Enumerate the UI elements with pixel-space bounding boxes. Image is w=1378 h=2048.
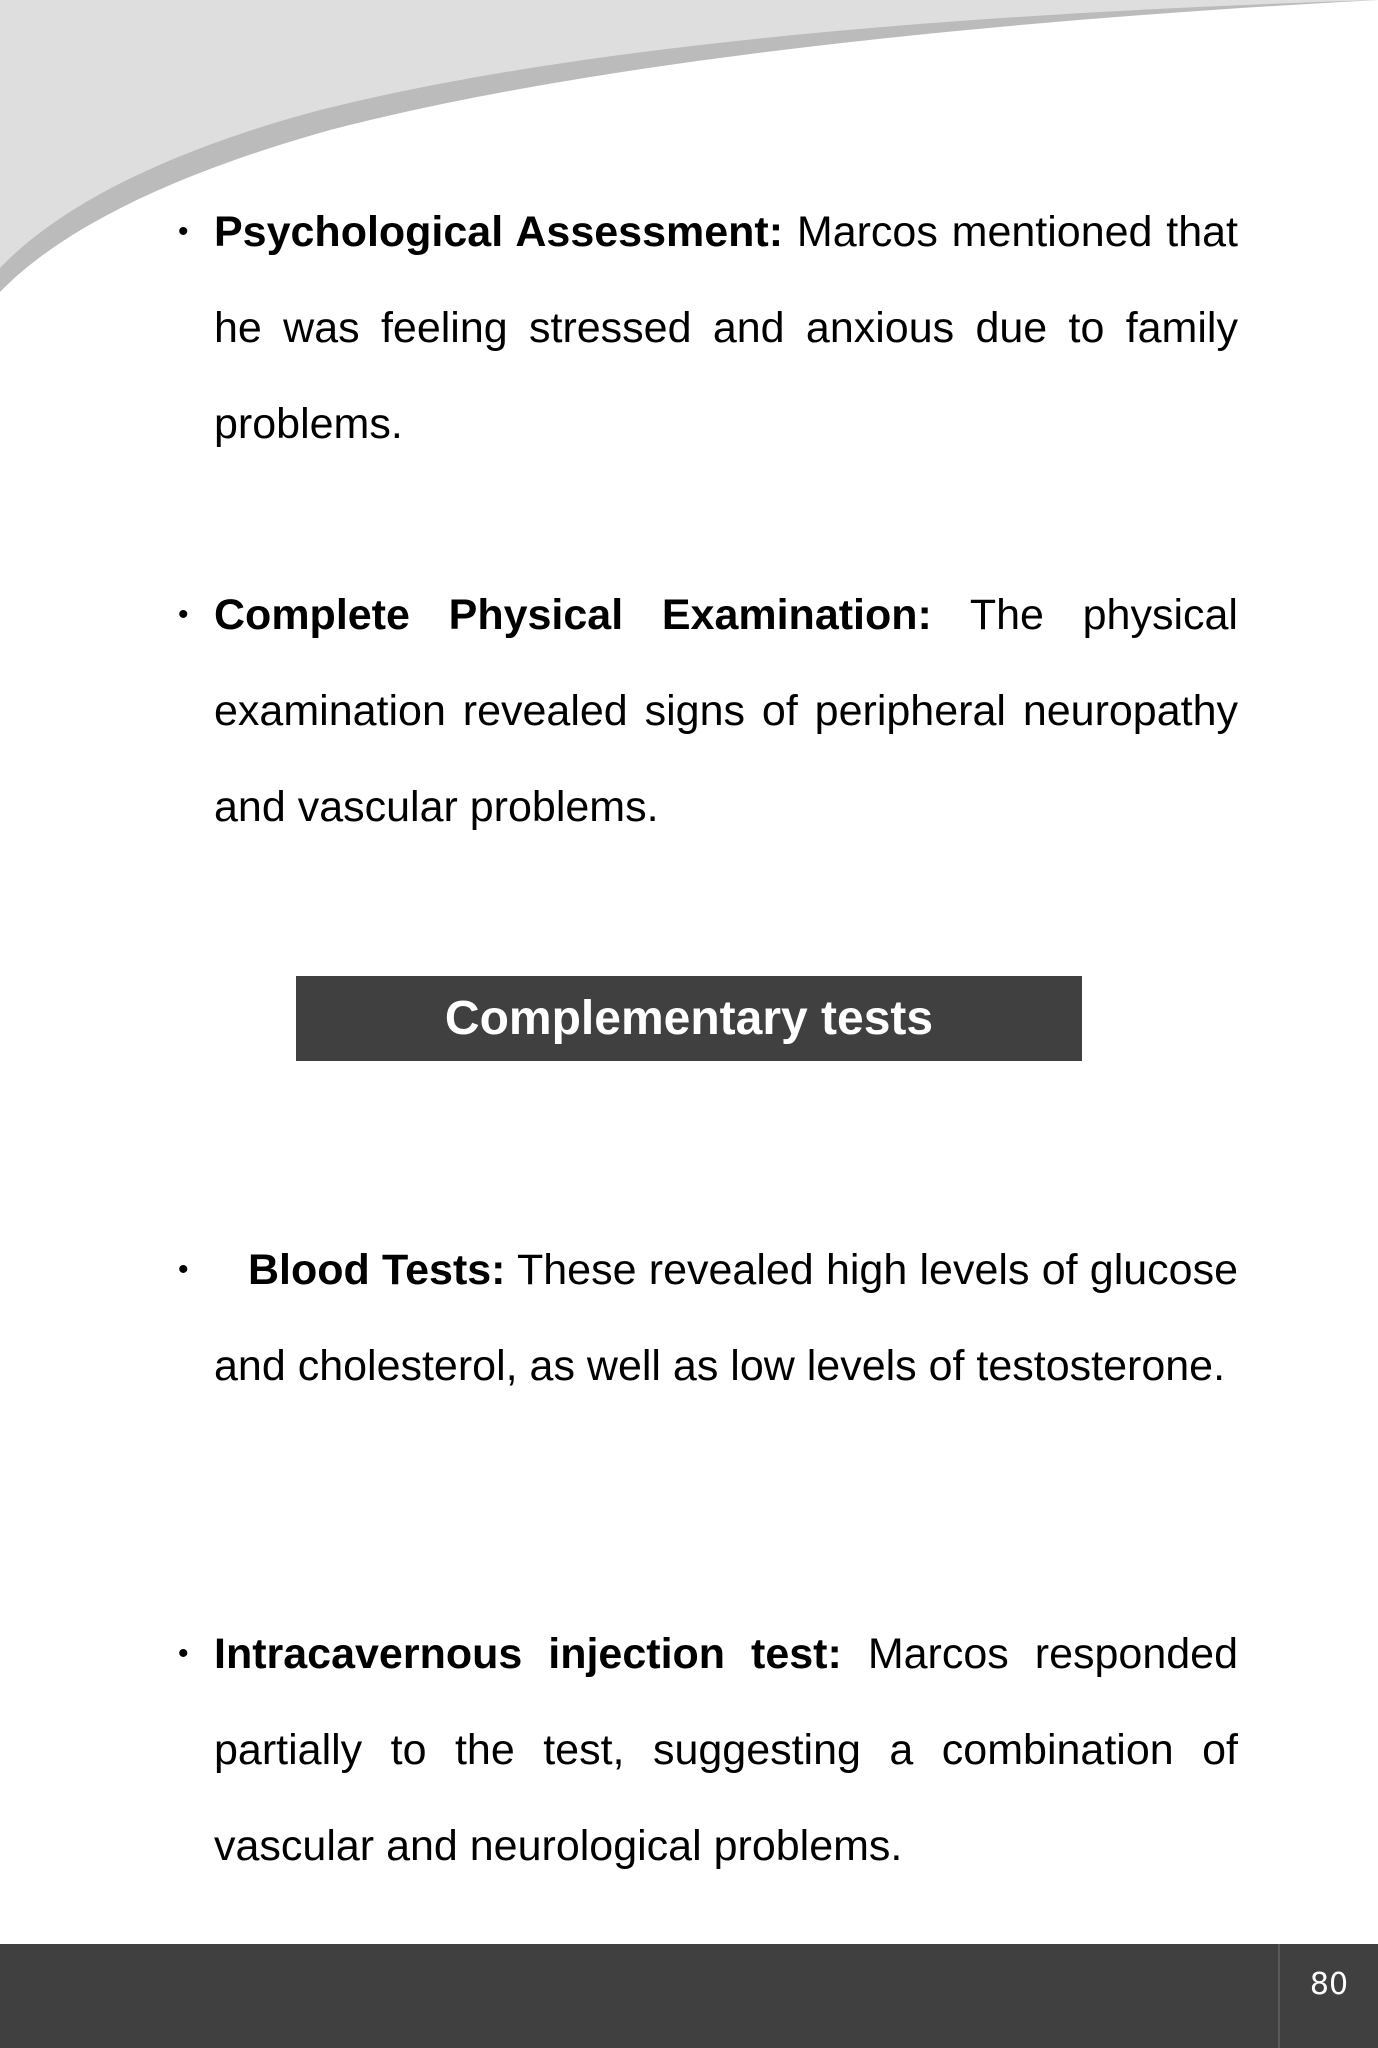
list-item-psychological-assessment: [178, 184, 1238, 472]
section-heading: Complementary tests: [444, 992, 934, 1045]
page-footer: [0, 1944, 1378, 2048]
bullet-icon: •: [178, 1253, 189, 1286]
item-text: These revealed high levels of glucose and cholesterol, as well as low levels of testosterone.: [214, 1246, 1239, 1390]
item-text: Marcos mentioned that he was feeling stressed and anxious due to family problems.: [214, 208, 1238, 448]
bullet-icon: •: [178, 215, 189, 248]
item-title: Blood Tests:: [248, 1246, 506, 1294]
item-text: Marcos responded partially to the test, suggesting a combination of vascular and neurological problems.: [214, 1630, 1238, 1870]
page-number: 80: [1309, 1966, 1349, 2002]
item-text: The physical examination revealed signs of peripheral neuropathy and vascular problems.: [214, 591, 1238, 831]
item-title: Complete Physical Examination:: [214, 591, 932, 639]
list-item-blood-tests: [178, 1222, 1239, 1414]
list-item-intracavernous-test: [178, 1606, 1238, 1894]
item-title: Psychological Assessment:: [214, 208, 784, 256]
list-item-physical-examination: [178, 567, 1238, 855]
section-heading-box: [296, 976, 1082, 1061]
bullet-icon: •: [178, 598, 189, 631]
bullet-icon: •: [178, 1637, 189, 1670]
item-title: Intracavernous injection test:: [214, 1630, 842, 1678]
